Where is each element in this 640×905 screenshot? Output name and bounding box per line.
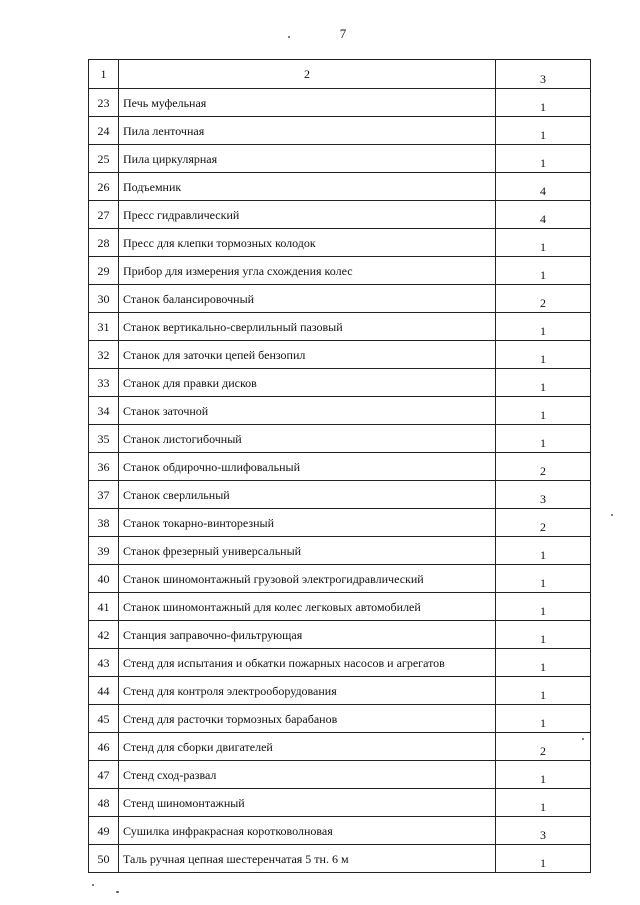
equipment-quantity: 1 [496,705,591,733]
table-row [89,789,591,817]
row-number: 42 [89,621,119,649]
table-row [89,649,591,677]
table-row [89,341,591,369]
row-number: 40 [89,565,119,593]
row-number: 37 [89,481,119,509]
equipment-quantity: 1 [496,397,591,425]
equipment-name: Сушилка инфракрасная коротковолновая [119,817,496,845]
equipment-name: Подъемник [119,173,496,201]
row-number: 25 [89,145,119,173]
row-number: 46 [89,733,119,761]
equipment-quantity: 1 [496,677,591,705]
equipment-quantity: 1 [496,649,591,677]
row-number: 39 [89,537,119,565]
equipment-name: Станок для заточки цепей бензопил [119,341,496,369]
equipment-quantity: 1 [496,229,591,257]
table-row [89,285,591,313]
scan-speck [611,514,613,516]
equipment-name: Стенд для испытания и обкатки пожарных насосов и агрегатов [119,649,496,677]
equipment-name: Прибор для измерения угла схождения колес [119,257,496,285]
equipment-quantity: 1 [496,89,591,117]
equipment-name: Стенд шиномонтажный [119,789,496,817]
table-header-row [89,60,591,89]
row-number: 50 [89,845,119,873]
equipment-name: Станция заправочно-фильтрующая [119,621,496,649]
equipment-name: Станок листогибочный [119,425,496,453]
row-number: 36 [89,453,119,481]
table-row [89,845,591,873]
equipment-quantity: 1 [496,621,591,649]
table-row [89,733,591,761]
table-row [89,453,591,481]
table-row [89,593,591,621]
equipment-name: Таль ручная цепная шестеренчатая 5 тн. 6 м [119,845,496,873]
equipment-table-body [89,60,591,873]
equipment-quantity: 3 [496,481,591,509]
page-number: 7 [339,26,347,41]
equipment-name: Печь муфельная [119,89,496,117]
table-row [89,313,591,341]
equipment-name: Станок заточной [119,397,496,425]
equipment-name: Пила ленточная [119,117,496,145]
row-number: 45 [89,705,119,733]
equipment-name: Стенд для сборки двигателей [119,733,496,761]
equipment-name: Станок вертикально-сверлильный пазовый [119,313,496,341]
equipment-quantity: 3 [496,817,591,845]
equipment-name: Станок шиномонтажный грузовой электрогидравлический [119,565,496,593]
row-number: 48 [89,789,119,817]
equipment-name: Станок фрезерный универсальный [119,537,496,565]
header-column-number: 1 [89,60,119,89]
equipment-quantity: 1 [496,593,591,621]
scan-speck [582,738,584,740]
equipment-quantity: 1 [496,257,591,285]
equipment-name: Стенд сход-развал [119,761,496,789]
equipment-quantity: 4 [496,173,591,201]
equipment-quantity: 1 [496,565,591,593]
table-row [89,425,591,453]
row-number: 31 [89,313,119,341]
row-number: 34 [89,397,119,425]
equipment-name: Станок для правки дисков [119,369,496,397]
row-number: 27 [89,201,119,229]
equipment-name: Станок обдирочно-шлифовальный [119,453,496,481]
equipment-quantity: 1 [496,117,591,145]
row-number: 43 [89,649,119,677]
row-number: 47 [89,761,119,789]
equipment-quantity: 1 [496,313,591,341]
equipment-quantity: 1 [496,145,591,173]
equipment-table [88,59,591,873]
equipment-quantity: 2 [496,733,591,761]
scan-speck [116,891,119,893]
table-row [89,509,591,537]
equipment-quantity: 1 [496,789,591,817]
header-column-quantity: 3 [496,60,591,89]
row-number: 24 [89,117,119,145]
row-number: 30 [89,285,119,313]
equipment-name: Пресс для клепки тормозных колодок [119,229,496,257]
table-row [89,565,591,593]
table-row [89,173,591,201]
table-row [89,117,591,145]
table-row [89,817,591,845]
table-row [89,621,591,649]
table-row [89,761,591,789]
equipment-quantity: 1 [496,761,591,789]
header-column-name: 2 [119,60,496,89]
row-number: 23 [89,89,119,117]
row-number: 28 [89,229,119,257]
equipment-name: Станок сверлильный [119,481,496,509]
row-number: 49 [89,817,119,845]
equipment-name: Станок токарно-винторезный [119,509,496,537]
table-row [89,229,591,257]
equipment-quantity: 2 [496,509,591,537]
table-row [89,677,591,705]
scan-speck [288,36,290,38]
equipment-name: Стенд для расточки тормозных барабанов [119,705,496,733]
row-number: 29 [89,257,119,285]
equipment-name: Стенд для контроля электрооборудования [119,677,496,705]
row-number: 35 [89,425,119,453]
table-row [89,145,591,173]
equipment-name: Станок балансировочный [119,285,496,313]
equipment-name: Пила циркулярная [119,145,496,173]
table-row [89,537,591,565]
equipment-quantity: 1 [496,369,591,397]
table-row [89,369,591,397]
row-number: 33 [89,369,119,397]
row-number: 38 [89,509,119,537]
equipment-quantity: 1 [496,845,591,873]
equipment-quantity: 2 [496,453,591,481]
equipment-name: Пресс гидравлический [119,201,496,229]
equipment-quantity: 1 [496,537,591,565]
equipment-quantity: 1 [496,341,591,369]
scan-speck [92,884,94,886]
table-row [89,89,591,117]
equipment-quantity: 1 [496,425,591,453]
row-number: 44 [89,677,119,705]
row-number: 32 [89,341,119,369]
table-row [89,397,591,425]
equipment-quantity: 2 [496,285,591,313]
table-row [89,705,591,733]
equipment-name: Станок шиномонтажный для колес легковых автомобилей [119,593,496,621]
row-number: 41 [89,593,119,621]
table-row [89,257,591,285]
equipment-quantity: 4 [496,201,591,229]
table-row [89,481,591,509]
row-number: 26 [89,173,119,201]
table-row [89,201,591,229]
